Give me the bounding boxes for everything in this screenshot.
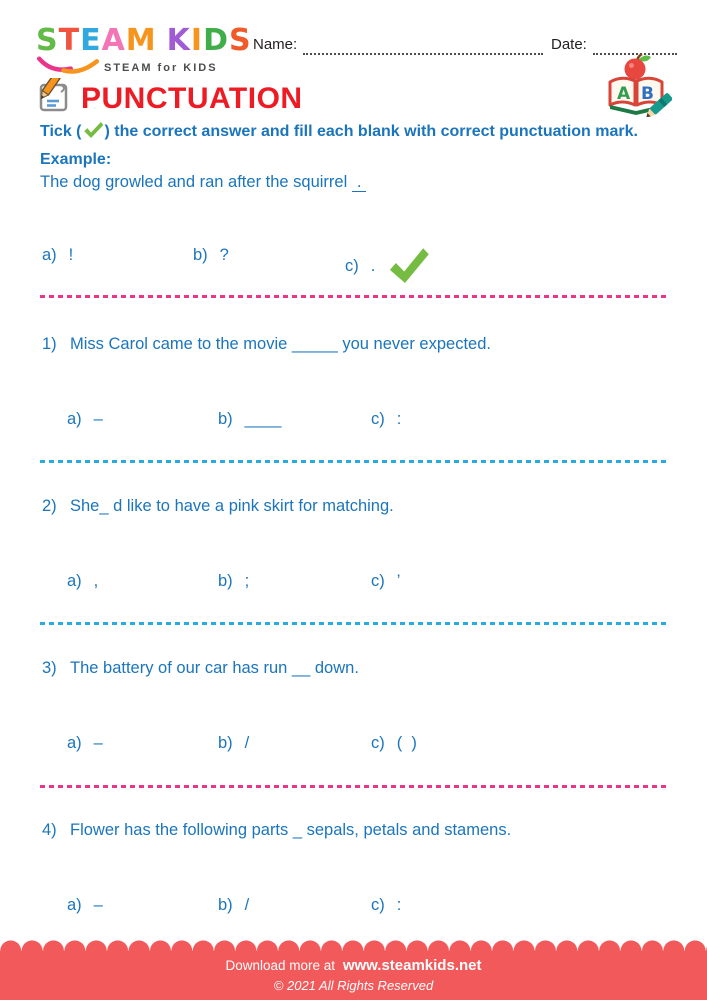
logo-letter: A xyxy=(101,23,126,58)
logo-letter: K xyxy=(166,23,191,58)
example-label: Example: xyxy=(40,151,112,168)
question-2 xyxy=(42,497,672,516)
svg-text:A: A xyxy=(617,84,631,104)
option-label: b) xyxy=(218,410,233,428)
download-text: Download more at xyxy=(225,958,336,973)
option-a[interactable] xyxy=(67,734,103,753)
logo-wordmark xyxy=(36,23,252,58)
option-label: a) xyxy=(42,246,57,264)
option-label: c) xyxy=(371,572,385,590)
option-label: a) xyxy=(67,896,82,914)
question-number: 4) xyxy=(42,821,57,839)
footer-scallop-edge xyxy=(0,938,707,951)
option-value: ’ xyxy=(396,572,401,590)
question-4-options xyxy=(67,896,567,934)
example-sentence-text: The dog growled and ran after the squirrel xyxy=(40,173,348,191)
option-value: – xyxy=(93,734,103,752)
option-label: b) xyxy=(218,734,233,752)
option-label: c) xyxy=(345,257,359,275)
logo-tagline: STEAM for KIDS xyxy=(104,61,218,74)
example-option-b[interactable] xyxy=(193,246,229,265)
title-row xyxy=(36,78,303,119)
question-1-options xyxy=(67,410,567,448)
question-number: 3) xyxy=(42,659,57,677)
option-c[interactable] xyxy=(371,896,401,915)
option-label: c) xyxy=(371,896,385,914)
steam-kids-logo xyxy=(36,23,252,79)
copyright-text: © 2021 All Rights Reserved xyxy=(273,978,434,993)
green-check-icon xyxy=(386,247,433,291)
footer xyxy=(0,938,707,1000)
tick-check-icon xyxy=(83,126,104,143)
option-label: b) xyxy=(218,572,233,590)
option-label: a) xyxy=(67,572,82,590)
option-label: a) xyxy=(67,734,82,752)
page-title: PUNCTUATION xyxy=(81,81,303,115)
option-value: / xyxy=(244,734,250,752)
question-2-options xyxy=(67,572,567,610)
option-value: , xyxy=(93,572,99,590)
option-label: b) xyxy=(218,896,233,914)
question-3-options xyxy=(67,734,567,772)
pencil-paper-icon xyxy=(36,78,72,119)
question-text: She_ d like to have a pink skirt for matching. xyxy=(70,497,394,515)
example-option-c[interactable] xyxy=(345,246,431,287)
option-b[interactable] xyxy=(218,734,249,753)
question-number: 1) xyxy=(42,335,57,353)
site-url: www.steamkids.net xyxy=(342,957,482,974)
option-value: . xyxy=(370,257,376,275)
example-sentence xyxy=(40,173,366,192)
logo-letter: E xyxy=(80,23,102,58)
option-value: / xyxy=(244,896,250,914)
instruction-pre: Tick ( xyxy=(40,123,82,140)
option-label: c) xyxy=(371,734,385,752)
option-label: a) xyxy=(67,410,82,428)
separator-pink xyxy=(40,295,667,298)
instruction-post: ) the correct answer and fill each blank with correct punctuation mark. xyxy=(104,123,638,140)
logo-letter: D xyxy=(203,23,229,58)
option-b[interactable] xyxy=(218,572,249,591)
option-value: ( ) xyxy=(396,734,417,752)
option-label: b) xyxy=(193,246,208,264)
option-c[interactable] xyxy=(371,734,417,753)
separator-blue xyxy=(40,460,667,463)
separator-pink xyxy=(40,785,667,788)
question-text: The battery of our car has run __ down. xyxy=(70,659,359,677)
option-label: c) xyxy=(371,410,385,428)
question-text: Miss Carol came to the movie _____ you never expected. xyxy=(70,335,491,353)
option-a[interactable] xyxy=(67,572,98,591)
option-a[interactable] xyxy=(67,410,103,429)
logo-letter: T xyxy=(58,23,81,58)
option-a[interactable] xyxy=(67,896,103,915)
date-label: Date: xyxy=(551,36,587,53)
name-fill-line[interactable] xyxy=(303,39,543,55)
svg-text:B: B xyxy=(641,84,654,104)
option-c[interactable] xyxy=(371,410,401,429)
name-field xyxy=(253,36,543,55)
option-c[interactable] xyxy=(371,572,400,591)
option-value: – xyxy=(93,896,103,914)
option-value: ! xyxy=(68,246,74,264)
instruction-text xyxy=(40,119,690,172)
option-b[interactable] xyxy=(218,410,281,429)
question-1 xyxy=(42,335,672,354)
option-value: : xyxy=(396,410,402,428)
logo-letter: I xyxy=(190,23,204,58)
option-value: ; xyxy=(244,572,250,590)
question-3 xyxy=(42,659,672,678)
logo-letter: M xyxy=(125,23,157,58)
question-4 xyxy=(42,821,672,840)
example-option-a[interactable] xyxy=(42,246,73,265)
option-b[interactable] xyxy=(218,896,249,915)
question-number: 2) xyxy=(42,497,57,515)
logo-swoosh-icon xyxy=(36,56,100,79)
logo-letter: S xyxy=(228,23,252,58)
abc-book-icon xyxy=(602,52,672,125)
name-label: Name: xyxy=(253,36,298,53)
example-options-row xyxy=(42,246,542,284)
option-value: ? xyxy=(219,246,229,264)
example-answer-blank: . xyxy=(352,173,367,192)
footer-body xyxy=(0,951,707,1000)
separator-blue xyxy=(40,622,667,625)
question-text: Flower has the following parts _ sepals, petals and stamens. xyxy=(70,821,512,839)
option-value: ____ xyxy=(244,410,282,428)
option-value: : xyxy=(396,896,402,914)
option-value: – xyxy=(93,410,103,428)
logo-letter: S xyxy=(36,23,59,58)
